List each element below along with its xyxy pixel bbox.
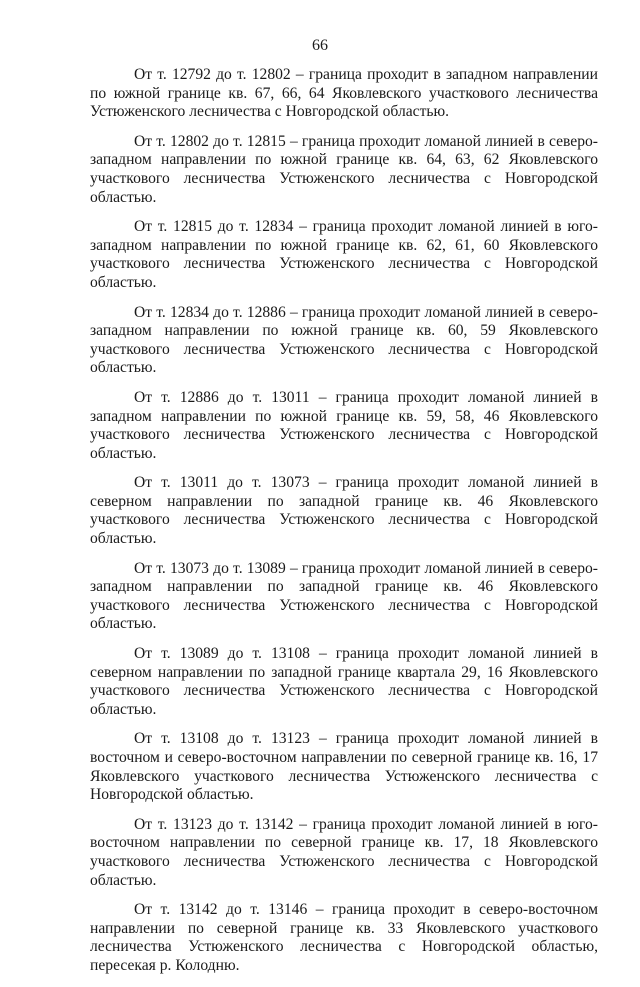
boundary-paragraph: От т. 12815 до т. 12834 – граница проходит ломаной линией в юго-западном направлении по южной границе кв. 62, 61, 60 Яковлевского участкового лесничества Устюженского лесничества с Новгородской областью. [90, 218, 598, 291]
boundary-paragraph: От т. 12792 до т. 12802 – граница проходит в западном направлении по южной границе кв. 67, 66, 64 Яковлевского участкового лесничества Устюженского лесничества с Новгородской областью. [90, 66, 598, 121]
document-body [90, 66, 598, 987]
page-number: 66 [312, 37, 328, 54]
boundary-paragraph: От т. 13142 до т. 13146 – граница проходит в северо-восточном направлении по северной границе кв. 33 Яковлевского участкового лесничества Устюженского лесничества с Новгородской областью, пересекая р. Колодню. [90, 901, 598, 974]
boundary-paragraph: От т. 13089 до т. 13108 – граница проходит ломаной линией в северном направлении по западной границе квартала 29, 16 Яковлевского участкового лесничества Устюженского лесничества с Новгородской областью. [90, 645, 598, 718]
boundary-paragraph: От т. 13011 до т. 13073 – граница проходит ломаной линией в северном направлении по западной границе кв. 46 Яковлевского участкового лесничества Устюженского лесничества с Новгородской областью. [90, 474, 598, 548]
boundary-paragraph: От т. 12802 до т. 12815 – граница проходит ломаной линией в северо-западном направлении по южной границе кв. 64, 63, 62 Яковлевского участкового лесничества Устюженского лесничества с Новгородской областью. [90, 132, 598, 206]
boundary-paragraph: От т. 13073 до т. 13089 – граница проходит ломаной линией в северо-западном направлении по западной границе кв. 46 Яковлевского участкового лесничества Устюженского лесничества с Новгородской областью. [90, 559, 598, 633]
boundary-paragraph: От т. 13123 до т. 13142 – граница проходит ломаной линией в юго-восточном направлении по северной границе кв. 17, 18 Яковлевского участкового лесничества Устюженского лесничества с Новгородской областью. [90, 815, 598, 889]
boundary-paragraph: От т. 13108 до т. 13123 – граница проходит ломаной линией в восточном и северо-восточном направлении по северной границе кв. 16, 17 Яковлевского участкового лесничества Устюженского лесничества с Новгородской областью. [90, 730, 598, 804]
boundary-paragraph: От т. 12886 до т. 13011 – граница проходит ломаной линией в западном направлении по южной границе кв. 59, 58, 46 Яковлевского участкового лесничества Устюженского лесничества с Новгородской областью. [90, 388, 598, 462]
boundary-paragraph: От т. 12834 до т. 12886 – граница проходит ломаной линией в северо-западном направлении по южной границе кв. 60, 59 Яковлевского участкового лесничества Устюженского лесничества с Новгородской областью. [90, 303, 598, 377]
